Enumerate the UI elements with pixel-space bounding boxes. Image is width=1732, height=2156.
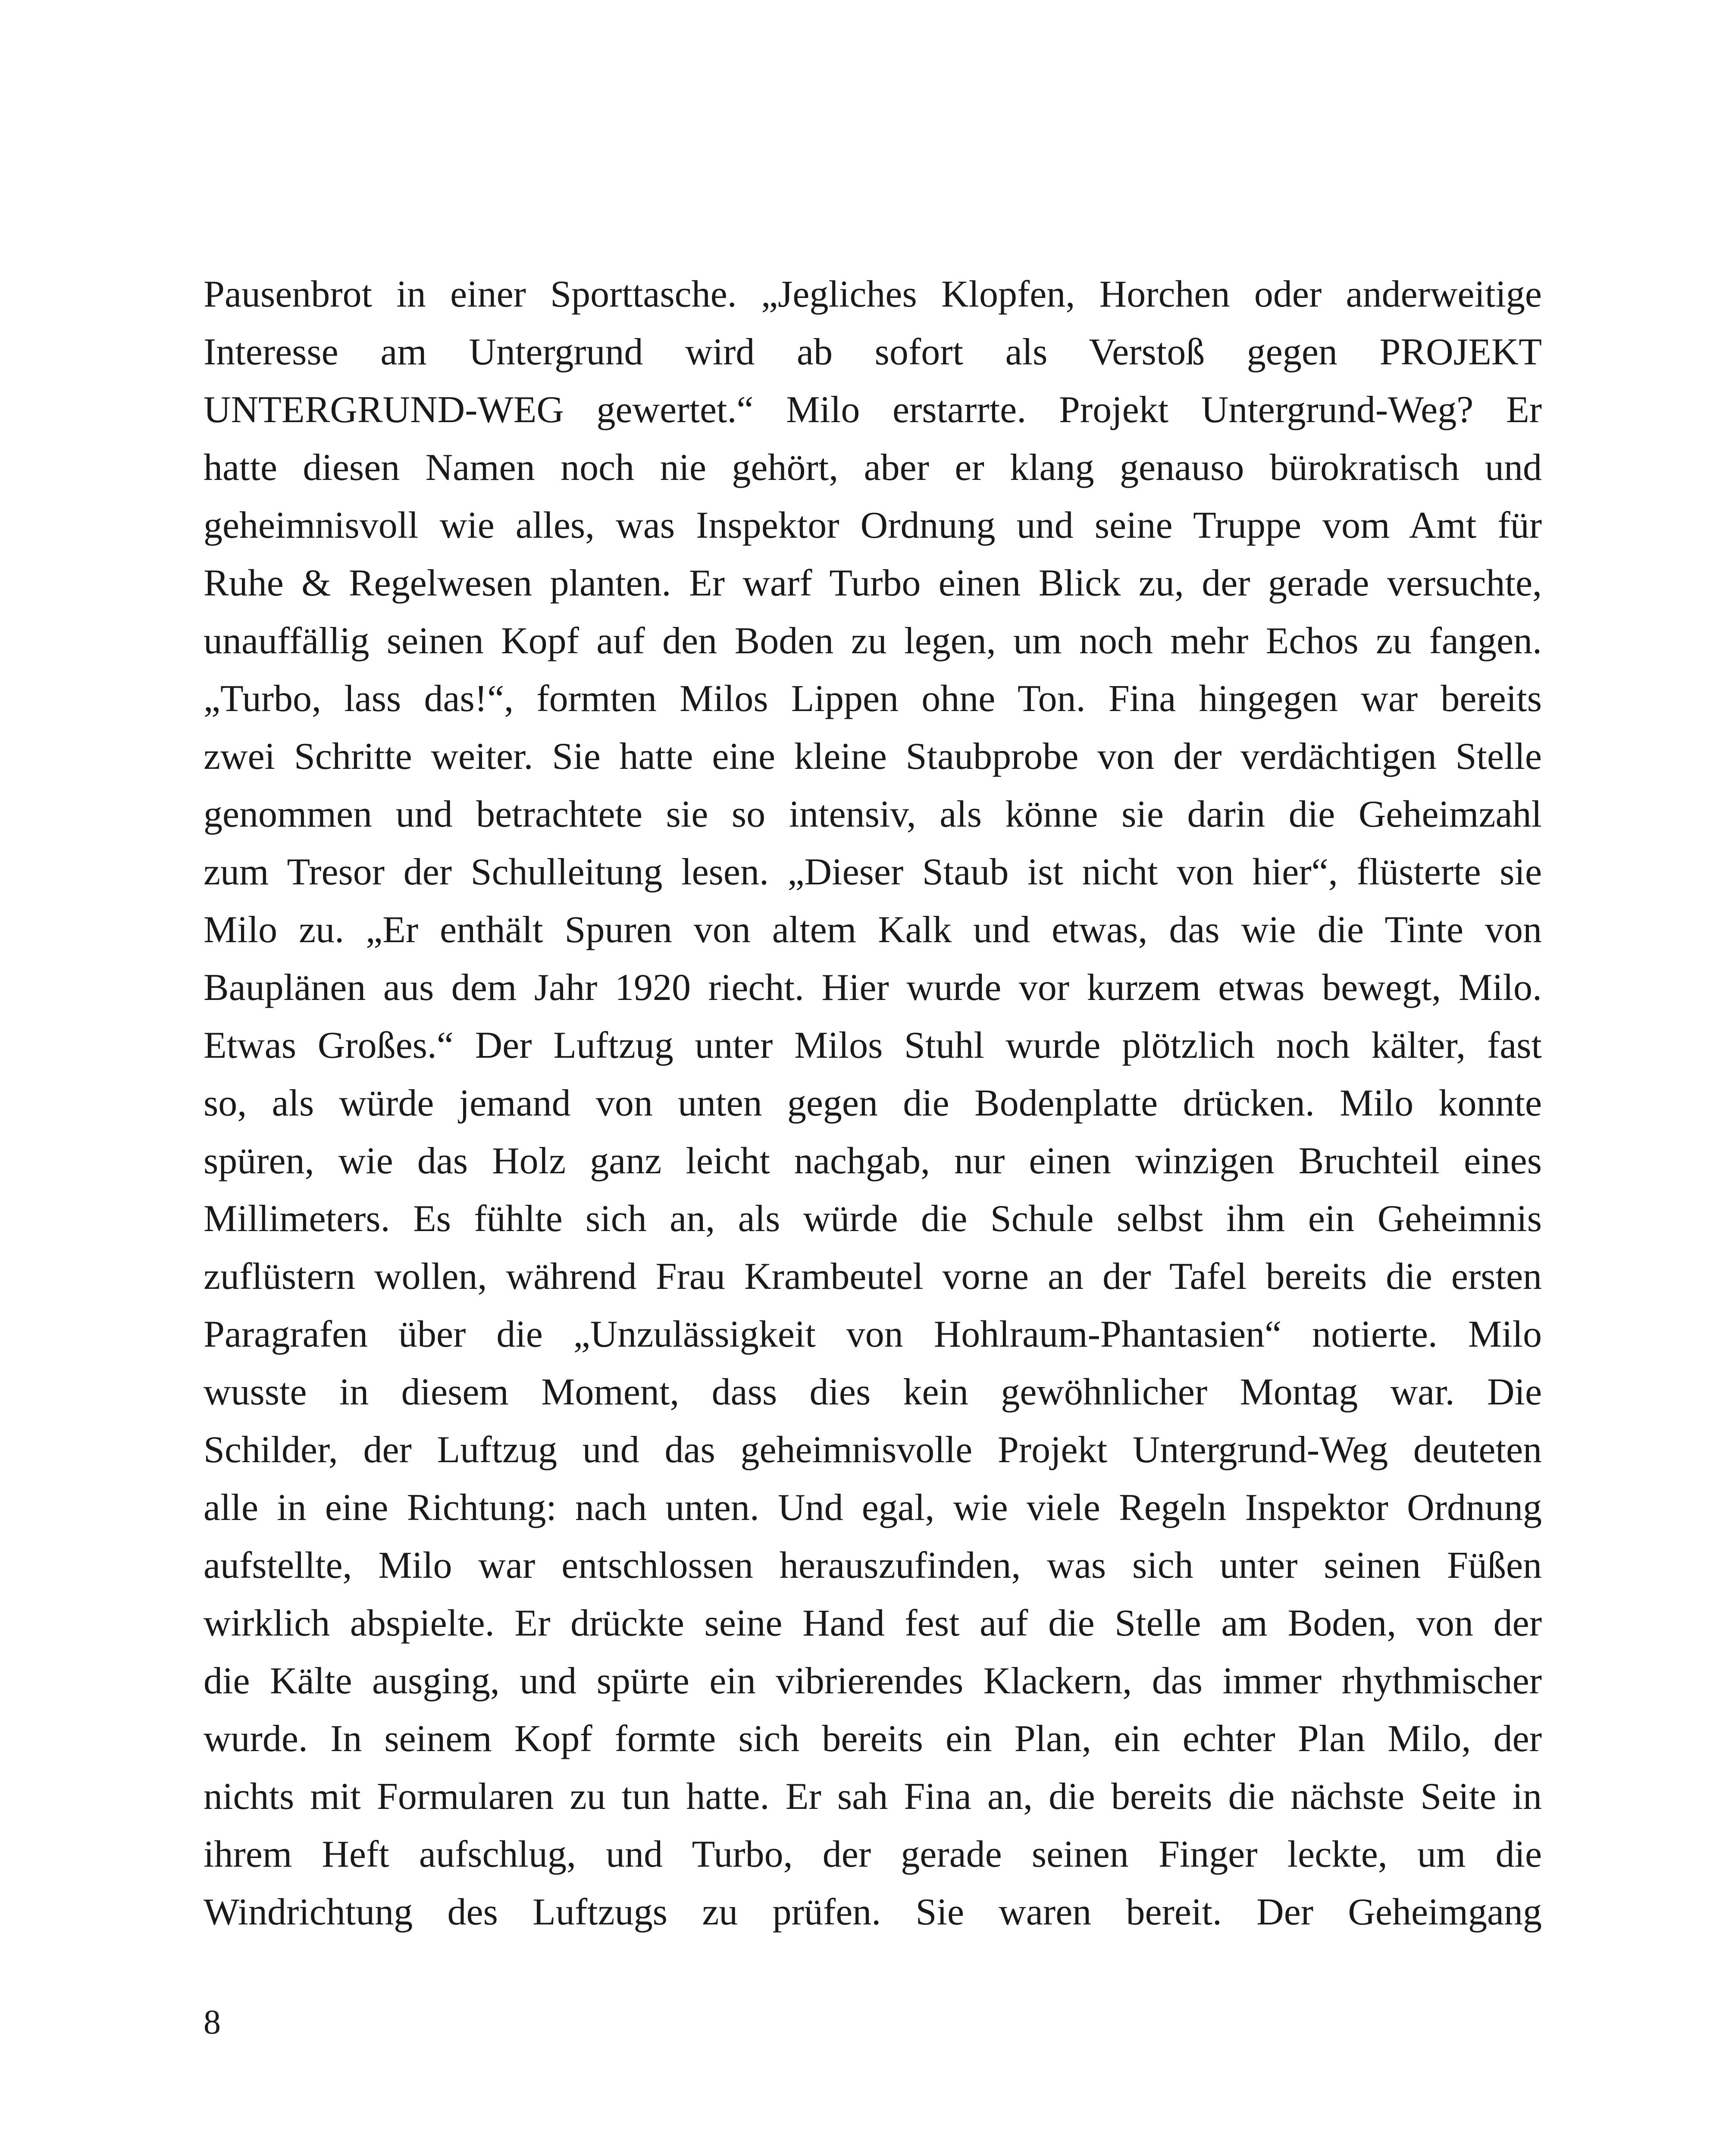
text-line: unauffällig seinen Kopf auf den Boden zu legen, um noch mehr Echos zu fangen. <box>204 620 1542 662</box>
text-line: wurde. In seinem Kopf formte sich bereits ein Plan, ein echter Plan Milo, der <box>204 1718 1542 1760</box>
body-text <box>204 266 1542 1941</box>
page-number: 8 <box>204 2003 221 2041</box>
text-line: aufstellte, Milo war entschlossen herauszufinden, was sich unter seinen Füßen <box>204 1545 1542 1586</box>
text-line: „Turbo, lass das!“, formten Milos Lippen ohne Ton. Fina hingegen war bereits <box>204 678 1542 720</box>
text-line: die Kälte ausging, und spürte ein vibrierendes Klackern, das immer rhythmischer <box>204 1660 1542 1702</box>
text-line: wusste in diesem Moment, dass dies kein gewöhnlicher Montag war. Die <box>204 1371 1542 1413</box>
text-line: Millimeters. Es fühlte sich an, als würde die Schule selbst ihm ein Geheimnis <box>204 1198 1542 1240</box>
text-line: Ruhe & Regelwesen planten. Er warf Turbo einen Blick zu, der gerade versuchte, <box>204 562 1542 604</box>
text-line: Bauplänen aus dem Jahr 1920 riecht. Hier wurde vor kurzem etwas bewegt, Milo. <box>204 967 1542 1009</box>
text-line: Windrichtung des Luftzugs zu prüfen. Sie waren bereit. Der Geheimgang <box>204 1891 1542 1933</box>
text-line: zum Tresor der Schulleitung lesen. „Dieser Staub ist nicht von hier“, flüsterte sie <box>204 851 1542 893</box>
text-line: zwei Schritte weiter. Sie hatte eine kleine Staubprobe von der verdächtigen Stelle <box>204 736 1542 777</box>
text-line: zuflüstern wollen, während Frau Krambeutel vorne an der Tafel bereits die ersten <box>204 1256 1542 1297</box>
text-line: genommen und betrachtete sie so intensiv, als könne sie darin die Geheimzahl <box>204 793 1542 835</box>
text-line: so, als würde jemand von unten gegen die Bodenplatte drücken. Milo konnte <box>204 1082 1542 1124</box>
text-line: Pausenbrot in einer Sporttasche. „Jegliches Klopfen, Horchen oder anderweitige <box>204 273 1542 315</box>
text-line: geheimnisvoll wie alles, was Inspektor Ordnung und seine Truppe vom Amt für <box>204 505 1542 546</box>
text-line: ihrem Heft aufschlug, und Turbo, der gerade seinen Finger leckte, um die <box>204 1833 1542 1875</box>
text-line: wirklich abspielte. Er drückte seine Hand fest auf die Stelle am Boden, von der <box>204 1602 1542 1644</box>
text-line: Interesse am Untergrund wird ab sofort als Verstoß gegen PROJEKT <box>204 331 1542 373</box>
text-line: Schilder, der Luftzug und das geheimnisvolle Projekt Untergrund-Weg deuteten <box>204 1429 1542 1471</box>
text-line: Etwas Großes.“ Der Luftzug unter Milos Stuhl wurde plötzlich noch kälter, fast <box>204 1025 1542 1066</box>
text-line: hatte diesen Namen noch nie gehört, aber er klang genauso bürokratisch und <box>204 447 1542 489</box>
text-line: alle in eine Richtung: nach unten. Und egal, wie viele Regeln Inspektor Ordnung <box>204 1487 1542 1529</box>
text-line: UNTERGRUND-WEG gewertet.“ Milo erstarrte. Projekt Untergrund-Weg? Er <box>204 389 1542 431</box>
text-line: spüren, wie das Holz ganz leicht nachgab, nur einen winzigen Bruchteil eines <box>204 1140 1542 1182</box>
text-line: nichts mit Formularen zu tun hatte. Er sah Fina an, die bereits die nächste Seite in <box>204 1776 1542 1818</box>
text-line: Milo zu. „Er enthält Spuren von altem Kalk und etwas, das wie die Tinte von <box>204 909 1542 951</box>
text-line: Paragrafen über die „Unzulässigkeit von Hohlraum-Phantasien“ notierte. Milo <box>204 1313 1542 1355</box>
